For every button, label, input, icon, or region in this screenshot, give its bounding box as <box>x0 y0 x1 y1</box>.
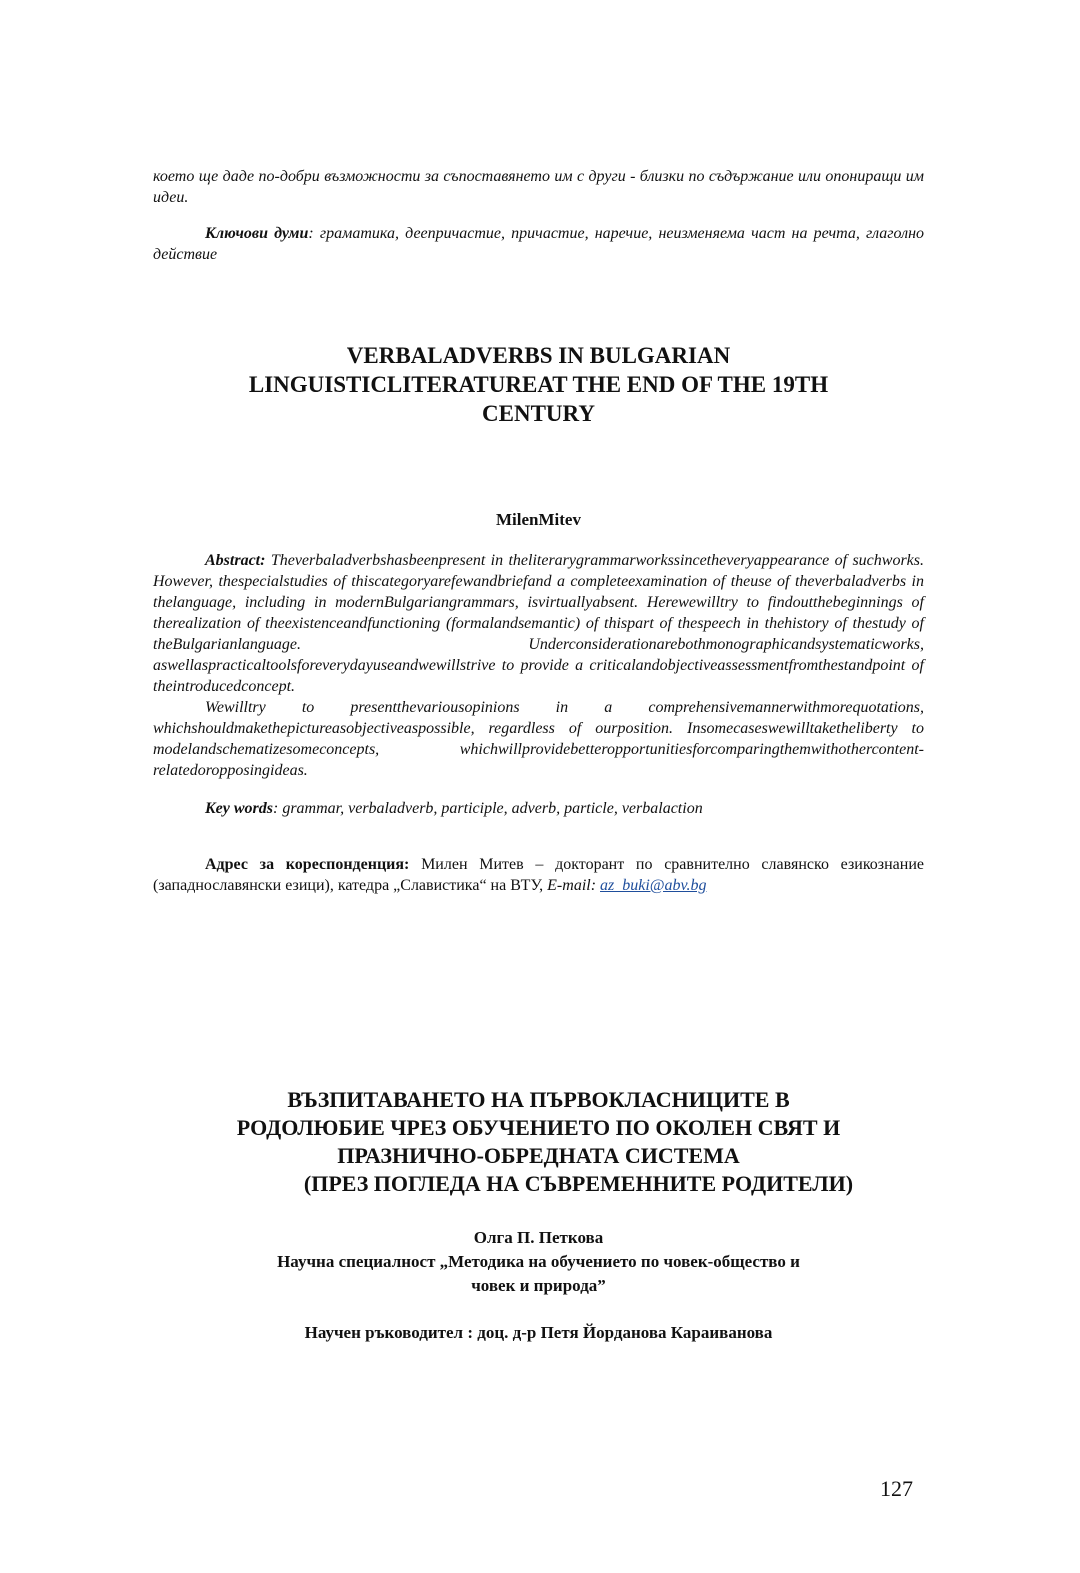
correspondence-address <box>153 854 924 896</box>
en-abstract-paragraph-1-text: Theverbaladverbshasbeenpresent in theliterarygrammarworkssincetheveryappearance of suchworks. However, thespecialstudies of thiscategoryarefewandbriefand a completeexamination of theuse of theverbaladverbs in thelanguage, including in modernBulgariangrammars, isvirtuallyabsent. Herewewilltry to findoutthebeginnings of therealization of theexistenceandfunctioning (formalandsemantic) of thispart of thespeech in thehistory of thestudy of theBulgarianlanguage. Underconsiderationarebothmonographicandsystematicworks, aswellaspracticaltoolsforeverydayuseandwewillstrive to provide a criticalandobjectiveassessmentfromthestandpoint of theintroducedconcept. <box>153 552 925 695</box>
bg-advisor: Научен ръководител : доц. д-р Петя Йорданова Караиванова <box>304 1323 773 1342</box>
en-author: MilenMitev <box>496 510 581 529</box>
email-link[interactable]: az_buki@abv.bg <box>600 877 707 894</box>
en-title-line-2: LINGUISTICLITERATUREAT THE END OF THE 19TH <box>248 372 829 397</box>
en-abstract-paragraph-1 <box>153 550 924 697</box>
bg-keywords-text: : граматика, деепричастие, причастие, наречие, неизменяема част на речта, глаголно действие <box>153 225 925 263</box>
en-title-line-3: CENTURY <box>482 401 595 426</box>
en-abstract-paragraph-2: Wewilltry to presentthevariousopinions in a comprehensivemannerwithmorequotations, whichshouldmakethepictureasobjectiveaspossible, regardless of ourposition. Insomecaseswewilltaketheliberty to modelandschematizesomeconcepts, whichwillprovidebetteropportunitiesforcomparingthemwithothercontent-relatedoropposingideas. <box>153 699 924 779</box>
bg-specialty <box>153 1250 924 1298</box>
bg-keywords <box>153 223 924 265</box>
bg-title-line-1: ВЪЗПИТАВАНЕТО НА ПЪРВОКЛАСНИЦИТЕ В <box>287 1087 790 1112</box>
email-label: E-mail: <box>547 877 597 894</box>
en-article-title <box>153 341 924 428</box>
address-label: Адрес за кореспонденция: <box>205 856 410 873</box>
bg-specialty-line-2: човек и природа” <box>471 1276 606 1295</box>
en-abstract <box>153 550 924 781</box>
bg-keywords-label: Ключови думи <box>205 225 309 242</box>
bg-abstract-tail: което ще даде по-добри възможности за съпоставянето им с други - близки по съдържание или опониращи им идеи. <box>153 168 924 206</box>
bg-title-line-2: РОДОЛЮБИЕ ЧРЕЗ ОБУЧЕНИЕТО ПО ОКОЛЕН СВЯТ И <box>236 1115 841 1140</box>
bg-title-line-4: (ПРЕЗ ПОГЛЕДА НА СЪВРЕМЕННИТЕ РОДИТЕЛИ) <box>303 1171 854 1196</box>
bg-article-title <box>153 1086 924 1198</box>
address-text: Милен Митев – докторант по сравнително славянско езикознание (западнославянски езици), катедра „Славистика“ на ВТУ, <box>153 856 925 894</box>
bg-author: Олга П. Петкова <box>473 1228 604 1247</box>
en-keywords <box>153 798 924 819</box>
bg-title-line-3: ПРАЗНИЧНО-ОБРЕДНАТА СИСТЕМА <box>337 1143 740 1168</box>
en-abstract-label: Abstract: <box>205 552 266 569</box>
en-title-line-1: VERBALADVERBS IN BULGARIAN <box>346 343 731 368</box>
en-keywords-label: Key words <box>205 800 273 817</box>
page-content <box>153 166 924 1345</box>
page-number: 127 <box>880 1476 913 1501</box>
en-keywords-text: : grammar, verbaladverb, participle, adverb, particle, verbalaction <box>273 800 703 817</box>
bg-specialty-line-1: Научна специалност „Методика на обучението по човек-общество и <box>277 1252 800 1271</box>
